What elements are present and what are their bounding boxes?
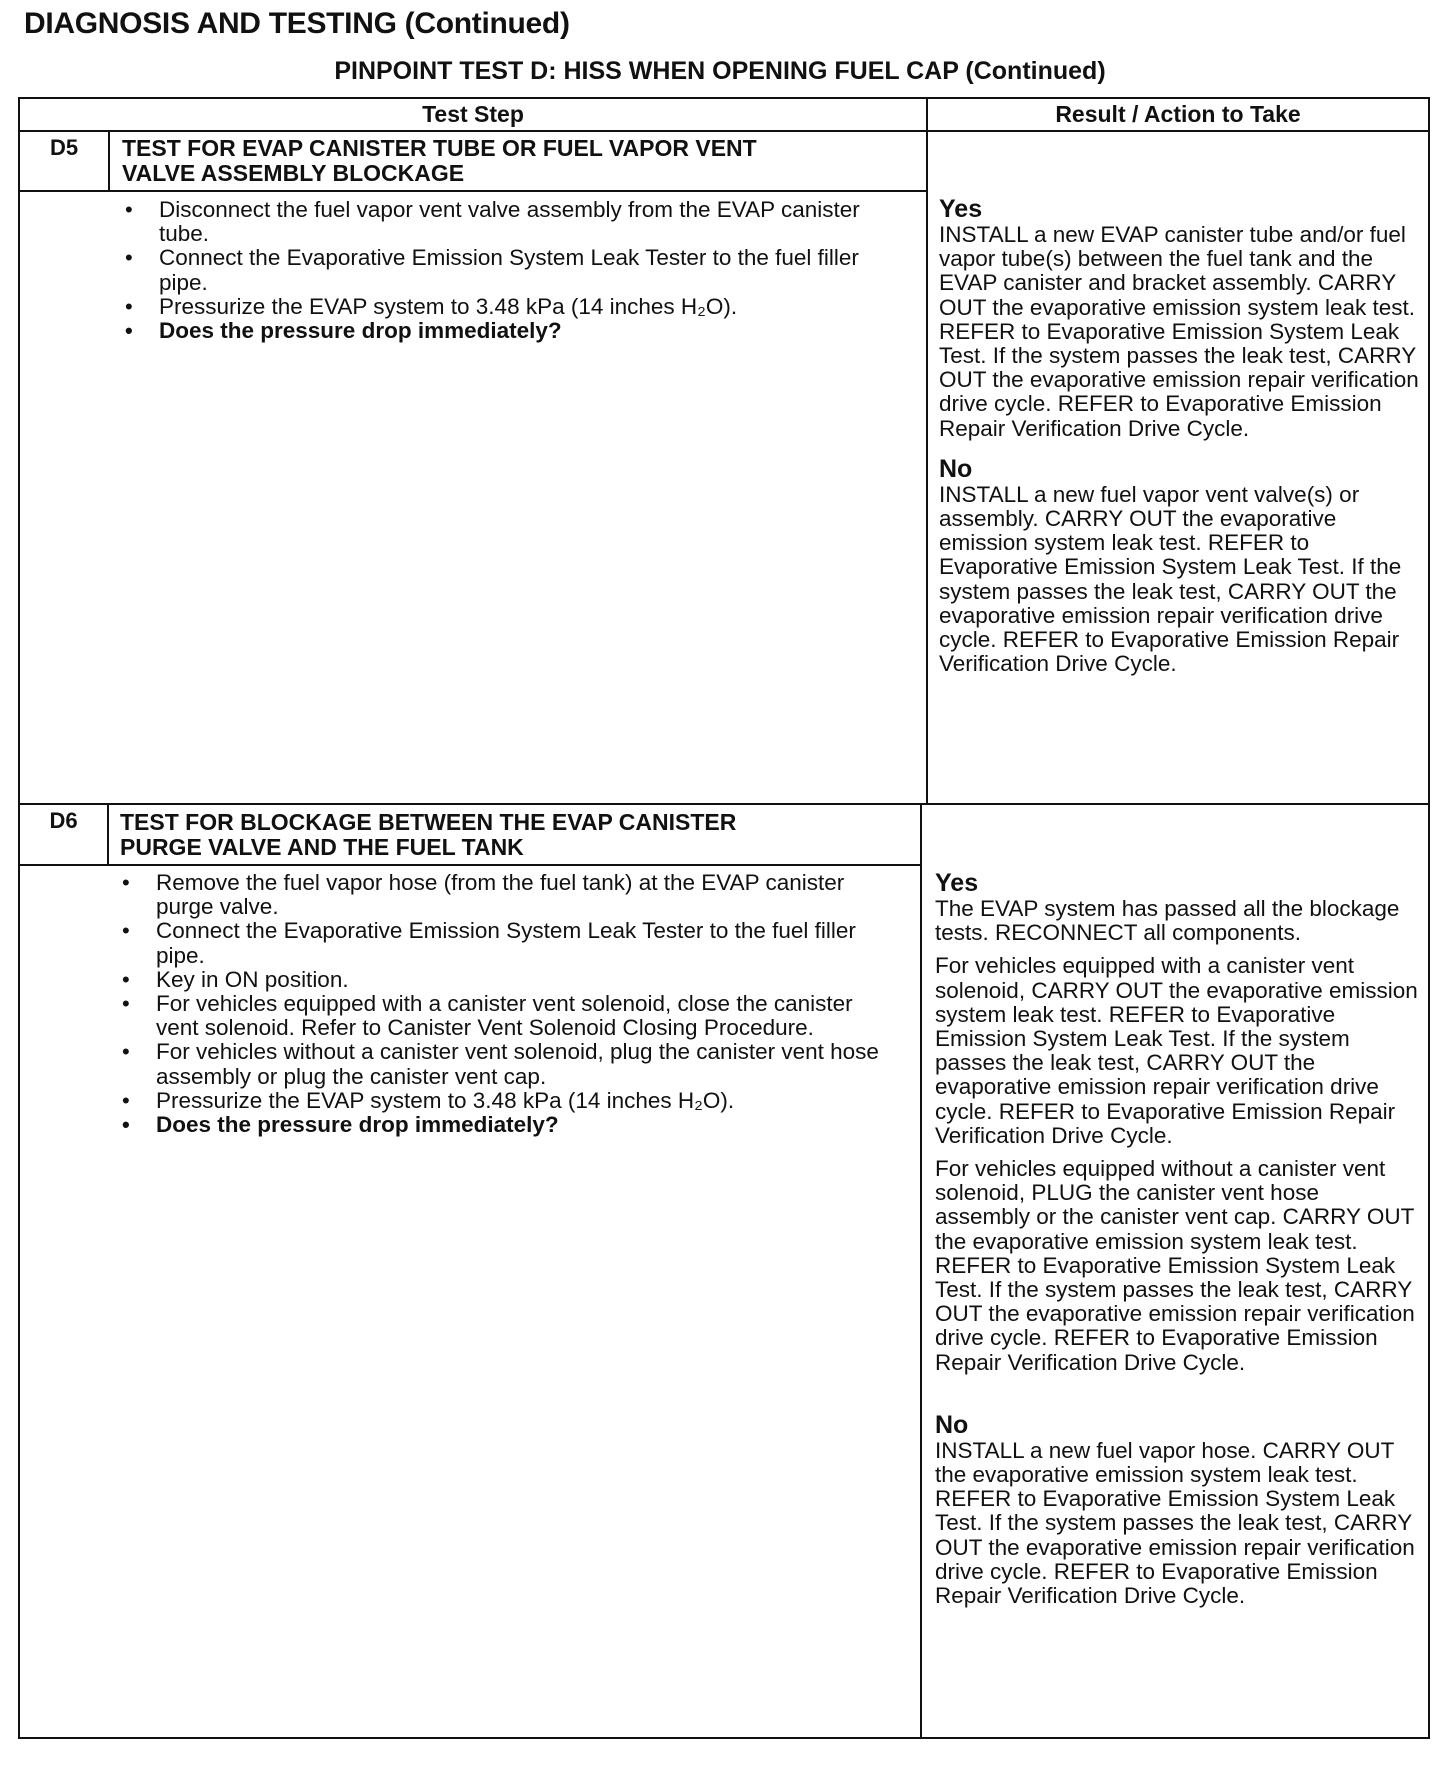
list-item: • Disconnect the fuel vapor vent valve assembly from the EVAP canister tube. xyxy=(115,198,895,246)
d6-no-label: No xyxy=(935,1410,969,1439)
d6-id-divider xyxy=(107,803,109,866)
d5-step-list xyxy=(115,198,895,343)
d6-step-id: D6 xyxy=(49,808,78,833)
d6-step-title xyxy=(120,810,736,860)
d6-yes-text-vent-solenoid: For vehicles equipped with a canister vent solenoid, CARRY OUT the evaporative emission system leak test. REFER to Evaporative Emission System Leak Test. If the system passes the leak test, CARRY OUT the evaporative emission repair verification drive cycle. REFER to Evaporative Emission Repair Verification Drive Cycle. xyxy=(935,953,1418,1148)
d6-yes-text: The EVAP system has passed all the blockage tests. RECONNECT all components. xyxy=(935,896,1400,946)
list-item: • Does the pressure drop immediately? xyxy=(115,319,895,343)
list-item: • For vehicles without a canister vent solenoid, plug the canister vent hose assembly or plug the canister vent cap. xyxy=(112,1040,892,1088)
list-item: • Pressurize the EVAP system to 3.48 kPa (14 inches H₂O). xyxy=(112,1089,892,1113)
column-header-result: Result / Action to Take xyxy=(1055,101,1301,127)
d5-id-divider xyxy=(108,130,110,192)
d6-step-title-line-1: TEST FOR BLOCKAGE BETWEEN THE EVAP CANISTER xyxy=(120,809,737,835)
d6-result xyxy=(935,869,1420,1608)
d5-step-title-line-2: VALVE ASSEMBLY BLOCKAGE xyxy=(122,160,465,186)
column-header-test-step: Test Step xyxy=(422,101,524,127)
d5-title-underline xyxy=(18,190,926,192)
d5-step-title xyxy=(122,136,757,186)
d6-title-underline xyxy=(18,864,920,866)
list-item: • Does the pressure drop immediately? xyxy=(112,1113,892,1137)
d6-yes-text-no-vent-solenoid: For vehicles equipped without a canister vent solenoid, PLUG the canister vent hose assembly or the canister vent cap. CARRY OUT the evaporative emission system leak test. REFER to Evaporative Emission System Leak Test. If the system passes the leak test, CARRY OUT the evaporative emission repair verification drive cycle. REFER to Evaporative Emission Repair Verification Drive Cycle. xyxy=(935,1156,1415,1375)
list-item: • Key in ON position. xyxy=(112,968,892,992)
list-item: • Remove the fuel vapor hose (from the fuel tank) at the EVAP canister purge valve. xyxy=(112,871,892,919)
table-right-border xyxy=(1428,97,1430,1739)
d5-step-title-line-1: TEST FOR EVAP CANISTER TUBE OR FUEL VAPOR VENT xyxy=(122,135,757,161)
column-divider-d5 xyxy=(926,97,928,805)
header-bottom-border xyxy=(18,130,1430,132)
d5-no-label: No xyxy=(939,454,973,483)
list-item: • For vehicles equipped with a canister vent solenoid, close the canister vent solenoid. Refer to Canister Vent Solenoid Closing Procedure. xyxy=(112,992,892,1040)
d5-no-text: INSTALL a new fuel vapor vent valve(s) or assembly. CARRY OUT the evaporative emission system leak test. REFER to Evaporative Emission System Leak Test. If the system passes the leak test, CARRY OUT the evaporative emission repair verification drive cycle. REFER to Evaporative Emission Repair Verification Drive Cycle. xyxy=(939,481,1402,677)
d6-no-text: INSTALL a new fuel vapor hose. CARRY OUT the evaporative emission system leak test. REFER to Evaporative Emission System Leak Test. If the system passes the leak test, CARRY OUT the evaporative emission repair verification drive cycle. REFER to Evaporative Emission Repair Verification Drive Cycle. xyxy=(935,1437,1415,1609)
d6-yes-label: Yes xyxy=(935,869,979,897)
d5-step-id: D5 xyxy=(49,135,79,160)
d6-step-title-line-2: PURGE VALVE AND THE FUEL TANK xyxy=(120,834,524,860)
table-bottom-border xyxy=(18,1737,1430,1739)
d6-step-list xyxy=(112,871,892,1137)
d5-result xyxy=(939,195,1424,676)
list-item: • Connect the Evaporative Emission System Leak Tester to the fuel filler pipe. xyxy=(112,919,892,967)
table-left-border xyxy=(18,97,20,1739)
page-title: DIAGNOSIS AND TESTING (Continued) xyxy=(24,7,570,40)
pinpoint-test-title: PINPOINT TEST D: HISS WHEN OPENING FUEL CAP (Continued) xyxy=(334,57,1106,85)
d5-yes-label: Yes xyxy=(939,195,983,223)
list-item: • Pressurize the EVAP system to 3.48 kPa (14 inches H₂O). xyxy=(115,295,895,319)
d5-yes-text: INSTALL a new EVAP canister tube and/or fuel vapor tube(s) between the fuel tank and the EVAP canister and bracket assembly. CARRY OUT the evaporative emission system leak test. REFER to Evaporative Emission System Leak Test. If the system passes the leak test, CARRY OUT the evaporative emission repair verification drive cycle. REFER to Evaporative Emission Repair Verification Drive Cycle. xyxy=(939,222,1419,441)
column-divider-d6 xyxy=(920,803,922,1739)
d5-d6-separator xyxy=(18,803,1430,805)
list-item: • Connect the Evaporative Emission System Leak Tester to the fuel filler pipe. xyxy=(115,246,895,294)
table-top-border xyxy=(18,97,1430,99)
